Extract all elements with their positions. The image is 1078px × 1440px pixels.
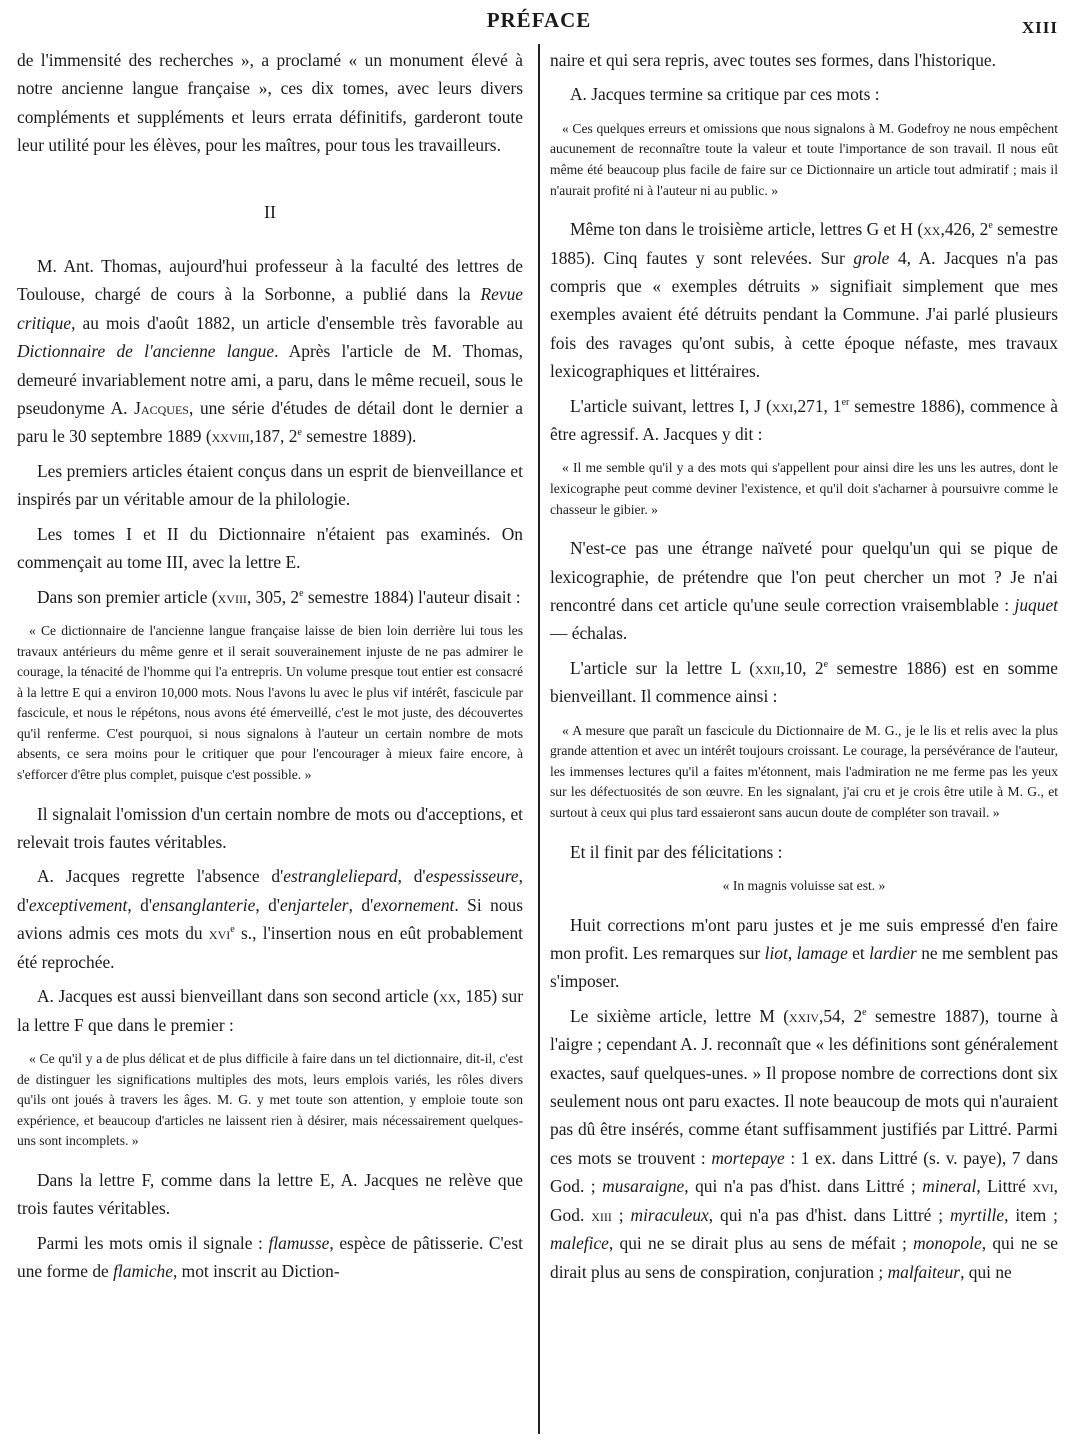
- page-number: XIII: [1021, 18, 1058, 37]
- paragraph: A. Jacques termine sa critique par ces mots :: [570, 84, 880, 105]
- paragraph: Même ton dans le troisième article, lettres G et H (xx,426, 2e semestre 1885). Cinq fautes y sont relevées. Sur grole 4, A. Jacques n'a pas compris que « exemples détruits » signifiait simplement que mes exemples avaient été détruits pendant la Commune. J'ai parlé plusieurs fois des ravages qu'ont subis, à cette époque néfaste, mes travaux lexicographiques et littéraires.: [550, 219, 1058, 382]
- block-quote: « Il me semble qu'il y a des mots qui s'appellent pour ainsi dire les uns les autres, dont le lexicographe peut comme deviner l'existence, et qu'il doit s'acharner à poursuivre comme le chasseur le gibier. »: [550, 460, 1058, 517]
- paragraph: M. Ant. Thomas, aujourd'hui professeur à la faculté des lettres de Toulouse, chargé de cours à la Sorbonne, a publié dans la Revue critique, au mois d'août 1882, un article d'ensemble très favorable au Dictionnaire de l'ancienne langue. Après l'article de M. Thomas, demeuré invariablement notre ami, a paru, dans le même recueil, sous le pseudonyme A. Jacques, une série d'études de détail dont le dernier a paru le 30 septembre 1889 (xxviii,187, 2e semestre 1889).: [17, 256, 523, 447]
- paragraph: Huit corrections m'ont paru justes et je me suis empressé d'en faire mon profit. Les remarques sur liot, lamage et lardier ne me semblent pas s'imposer.: [550, 914, 1058, 992]
- paragraph: Dans la lettre F, comme dans la lettre E, A. Jacques ne relève que trois fautes véritables.: [17, 1169, 523, 1219]
- right-column: [550, 46, 1058, 1286]
- left-column: [17, 46, 523, 1286]
- section-heading: II: [264, 201, 276, 222]
- paragraph: Dans son premier article (xviii, 305, 2e semestre 1884) l'auteur disait :: [37, 586, 521, 607]
- paragraph: Il signalait l'omission d'un certain nombre de mots ou d'acceptions, et relevait trois fautes véritables.: [17, 803, 523, 853]
- paragraph: de l'immensité des recherches », a proclamé « un monument élevé à notre ancienne langue française », ces dix tomes, avec leurs divers compléments et suppléments et leurs errata définitifs, garderont toute leur utilité pour les élèves, pour les maîtres, pour tous les travailleurs.: [17, 50, 523, 156]
- block-quote: « Ce dictionnaire de l'ancienne langue française laisse de bien loin derrière lui tous les travaux antérieurs du même genre et il serait souverainement injuste de ne pas admirer le courage, la ténacité de l'homme qui l'a entrepris. Un volume presque tout entier est consacré à la lettre E qui a environ 10,000 mots. Nous l'avons lu avec le plus vif intérêt, fascicule par fascicule, et nous le répétons, nous avons été émerveillé, c'est le mot juste, des découvertes qu'il renferme. C'est pourquoi, si nous signalons à l'auteur un certain nombre de mots absents, ce sera moins pour le critiquer que pour l'encourager à mieux faire encore, à s'efforcer d'être plus complet, puisque c'est possible. »: [17, 622, 523, 783]
- paragraph: L'article sur la lettre L (xxii,10, 2e semestre 1886) est en somme bienveillant. Il commence ainsi :: [550, 657, 1058, 707]
- page-title: PRÉFACE: [486, 8, 592, 32]
- paragraph: A. Jacques est aussi bienveillant dans son second article (xx, 185) sur la lettre F que dans le premier :: [17, 986, 523, 1035]
- paragraph: naire et qui sera repris, avec toutes ses formes, dans l'historique.: [550, 50, 996, 70]
- block-quote: « In magnis voluisse sat est. »: [722, 878, 886, 894]
- paragraph: Parmi les mots omis il signale : flamusse, espèce de pâtisserie. C'est une forme de flamiche, mot inscrit au Diction-: [17, 1232, 523, 1282]
- block-quote: « A mesure que paraît un fascicule du Dictionnaire de M. G., je le lis et relis avec la plus grande attention et avec un intérêt toujours croissant. Le courage, la persévérance de l'auteur, les immenses lectures qu'il a faites m'étonnent, mais l'admiration ne me ferme pas les yeux sur les défectuosités de son œuvre. En les signalant, j'ai cru et je crois être utile à M. G., et surtout à ceux qui plus tard essaieront sans aucun doute de compléter son travail. »: [550, 722, 1058, 821]
- paragraph: N'est-ce pas une étrange naïveté pour quelqu'un qui se pique de lexicographie, de prétendre que l'on peut chercher un mot ? Je n'ai rencontré dans cet article qu'une seule correction vraisemblable : juquet — échalas.: [550, 538, 1058, 644]
- paragraph: Le sixième article, lettre M (xxiv,54, 2e semestre 1887), tourne à l'aigre ; cependant A. J. reconnaît que « les définitions sont généralement exactes, sauf quelques-unes. » Il propose nombre de corrections dont six seulement nous ont paru exactes. Il note beaucoup de mots qui n'auraient pas dû être insérés, comme étant suffisamment justifiés par Littré. Parmi ces mots se trouvent : mortepaye : 1 ex. dans Littré (s. v. paye), 7 dans God. ; musaraigne, qui n'a pas d'hist. dans Littré ; mineral, Littré xvi, God. xiii ; miraculeux, qui n'a pas d'hist. dans Littré ; myrtille, item ; malefice, qui ne se dirait plus au sens de méfait ; monopole, qui ne se dirait plus au sens de conspiration, conjuration ; malfaiteur, qui ne: [550, 1005, 1059, 1282]
- paragraph: Les tomes I et II du Dictionnaire n'étaient pas examinés. On commençait au tome III, avec la lettre E.: [17, 523, 523, 573]
- page-header: [0, 8, 1078, 40]
- paragraph: Et il finit par des félicitations :: [570, 841, 783, 862]
- paragraph: L'article suivant, lettres I, J (xxi,271, 1er semestre 1886), commence à être agressif. A. Jacques y dit :: [550, 395, 1058, 445]
- block-quote: « Ces quelques erreurs et omissions que nous signalons à M. Godefroy ne nous empêchent aucunement de reconnaître toute la valeur et toute l'importance de son travail. Il nous eût même été beaucoup plus facile de faire sur ce Dictionnaire un article tout admiratif ; mais il n'aurait profité ni à l'auteur ni au public. »: [550, 120, 1058, 198]
- block-quote: « Ce qu'il y a de plus délicat et de plus difficile à faire dans un tel dictionnaire, dit-il, c'est de distinguer les significations multiples des mots, leurs emplois variés, les rôles divers qu'ils ont joués à travers les âges. M. G. y met toute son attention, y emploie toute son expérience, et beaucoup d'articles ne laissent rien à désirer, mais nécessairement quelques-uns sont incomplets. »: [17, 1050, 523, 1149]
- column-divider: [538, 44, 540, 1434]
- paragraph: A. Jacques regrette l'absence d'estrangleliepard, d'espessisseure, d'exceptivement, d'ensanglanterie, d'enjarteler, d'exornement. Si nous avions admis ces mots du xvi$^e$ s., l'insertion nous en eût probablement été reprochée.: [17, 866, 524, 972]
- paragraph: Les premiers articles étaient conçus dans un esprit de bienveillance et inspirés par un véritable amour de la philologie.: [17, 460, 523, 510]
